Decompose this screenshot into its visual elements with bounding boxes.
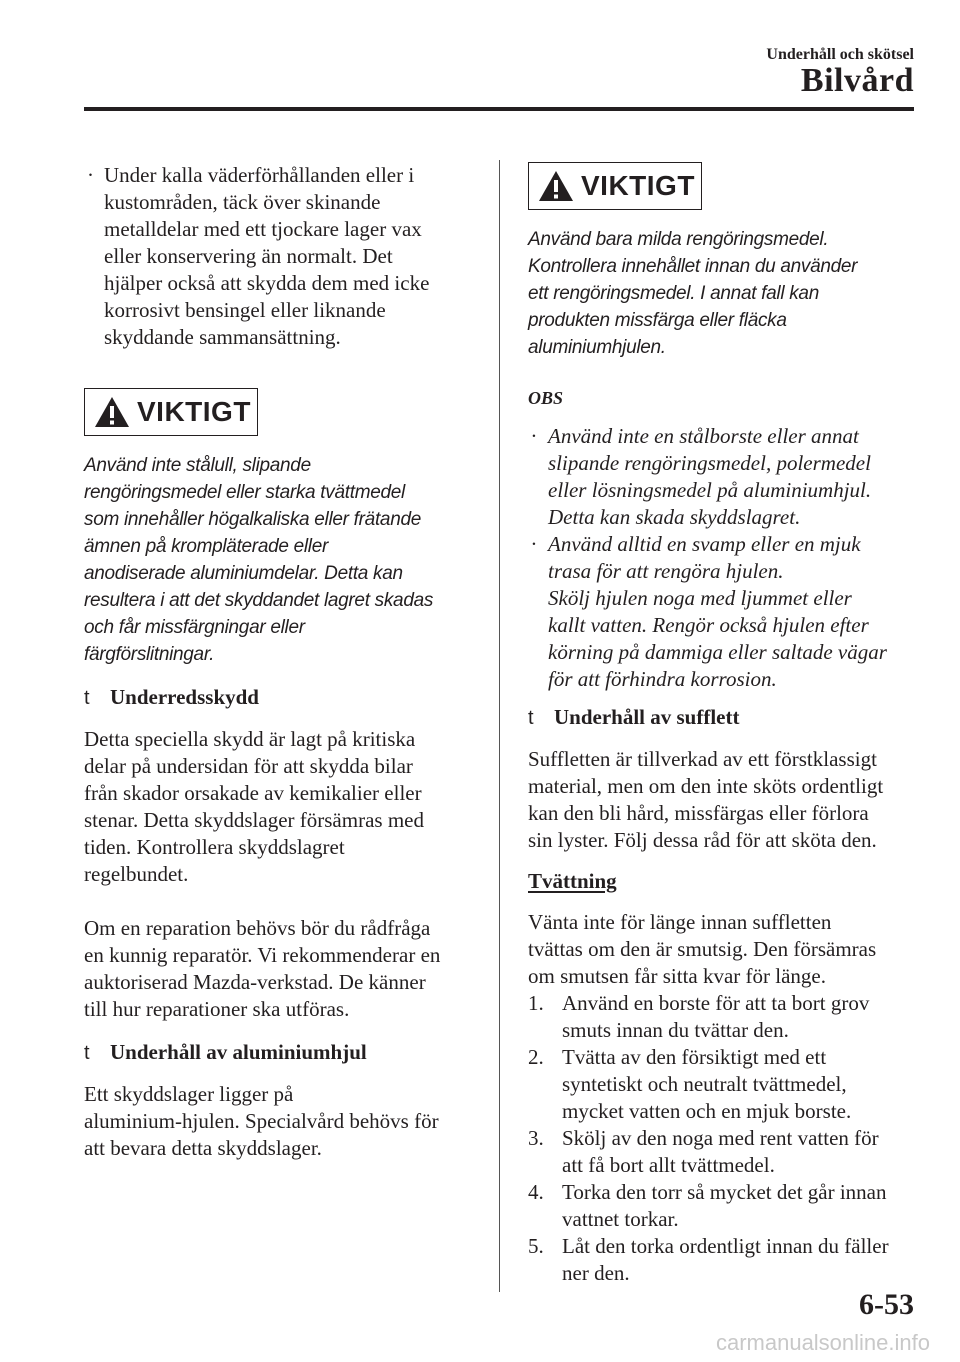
- text-line: kan den bli hård, missfärgas eller förlora: [528, 801, 869, 825]
- text-line: eller lösningsmedel på aluminiumhjul.: [548, 478, 872, 502]
- text-line: Skölj av den noga med rent vatten för: [562, 1126, 879, 1150]
- bullet-dot: ·: [87, 163, 94, 187]
- text-line: Använd alltid en svamp eller en mjuk: [548, 532, 861, 556]
- bullet-dot: ·: [531, 532, 537, 556]
- text-line: Skölj hjulen noga med ljummet eller: [548, 586, 852, 610]
- step-number: 1.: [528, 991, 544, 1015]
- text-line: Kontrollera innehållet innan du använder: [528, 256, 858, 277]
- bullet-text: [104, 162, 472, 351]
- text-line: material, men om den inte sköts ordentligt: [528, 774, 884, 798]
- text-line: produkten missfärga eller fläcka: [528, 310, 787, 331]
- text-line: trasa för att rengöra hjulen.: [548, 559, 784, 583]
- text-line: Om en reparation behövs bör du rådfråga: [84, 916, 431, 940]
- text-line: körning på dammiga eller saltade vägar: [548, 640, 887, 664]
- text-line: skyddande sammansättning.: [104, 325, 341, 349]
- right-column: [528, 162, 920, 1287]
- note-bullet-2: [528, 531, 920, 693]
- warning-label: VIKTIGT: [581, 170, 695, 201]
- list-item: [528, 1179, 920, 1233]
- page-title: Bilvård: [800, 62, 914, 99]
- paragraph-underbody-2: [84, 915, 472, 1023]
- bullet-dot: ·: [531, 424, 537, 448]
- text-line: sin lyster. Följ dessa råd för att sköta den.: [528, 828, 877, 852]
- warning-badge: [84, 388, 258, 436]
- text-line: mycket vatten och en mjuk borste.: [562, 1099, 852, 1123]
- text-line: kustområden, täck över skinande: [104, 190, 381, 214]
- text-line: Använd inte stålull, slipande: [84, 455, 311, 476]
- paragraph-underbody-1: [84, 726, 472, 888]
- paragraph-soft-top: [528, 746, 920, 854]
- warning-triangle-icon: [537, 169, 575, 203]
- paragraph-alloy-wheels: [84, 1081, 472, 1162]
- text-line: aluminiumhjulen.: [528, 337, 666, 358]
- section-heading-alloy-wheels: [84, 1039, 472, 1067]
- subheading-washing: Tvättning: [528, 869, 617, 893]
- list-item: [528, 1125, 920, 1179]
- text-line: tiden. Kontrollera skyddslagret: [84, 835, 345, 859]
- text-line: resultera i att det skyddandet lagret skadas: [84, 590, 434, 611]
- note-bullet-1: [528, 423, 920, 531]
- text-line: Låt den torka ordentligt innan du fäller: [562, 1234, 889, 1258]
- section-title: Underhåll av aluminiumhjul: [110, 1040, 367, 1064]
- list-item: [528, 1233, 920, 1287]
- list-item: [528, 1044, 920, 1125]
- warning-badge: [528, 162, 702, 210]
- text-line: ett rengöringsmedel. I annat fall kan: [528, 283, 819, 304]
- warning-text: [528, 226, 920, 361]
- warning-block-mild-cleaner: [528, 162, 920, 361]
- text-line: tvättas om den är smutsig. Den försämras: [528, 937, 877, 961]
- text-line: Under kalla väderförhållanden eller i: [104, 163, 415, 187]
- bullet-text: [548, 423, 920, 531]
- text-line: att få bort allt tvättmedel.: [562, 1153, 775, 1177]
- text-line: aluminium-hjulen. Specialvård behövs för: [84, 1109, 439, 1133]
- watermark: carmanualsonline.info: [715, 1330, 930, 1355]
- section-heading-underbody: [84, 684, 472, 712]
- text-line: auktoriserad Mazda-verkstad. De känner: [84, 970, 426, 994]
- section-heading-soft-top: [528, 704, 920, 732]
- text-line: Detta kan skada skyddslagret.: [548, 505, 801, 529]
- text-line: smuts innan du tvättar den.: [562, 1018, 789, 1042]
- text-line: ämnen på krompläterade eller: [84, 536, 329, 557]
- text-line: Torka den torr så mycket det går innan: [562, 1180, 887, 1204]
- text-line: för att förhindra korrosion.: [548, 667, 777, 691]
- bullet-text: [548, 531, 920, 693]
- text-line: eller konservering än normalt. Det: [104, 244, 393, 268]
- washing-steps-list: [528, 990, 920, 1287]
- text-line: Använd inte en stålborste eller annat: [548, 424, 859, 448]
- text-line: slipande rengöringsmedel, polermedel: [548, 451, 871, 475]
- text-line: Vänta inte för länge innan suffletten: [528, 910, 832, 934]
- text-line: syntetiskt och neutralt tvättmedel,: [562, 1072, 847, 1096]
- text-line: om smutsen får sitta kvar för länge.: [528, 964, 826, 988]
- step-number: 3.: [528, 1126, 544, 1150]
- header-subtitle: Underhåll och skötsel: [766, 46, 914, 63]
- text-line: färgförslitningar.: [84, 644, 215, 665]
- step-number: 5.: [528, 1234, 544, 1258]
- text-line: att bevara detta skyddslager.: [84, 1136, 322, 1160]
- bullet-cold-weather: [84, 162, 472, 351]
- text-line: vattnet torkar.: [562, 1207, 679, 1231]
- section-marker-icon: t: [84, 687, 90, 709]
- step-number: 2.: [528, 1045, 544, 1069]
- warning-text: [84, 452, 472, 668]
- text-line: metalldelar med ett tjockare lager vax: [104, 217, 422, 241]
- text-line: till hur reparationer ska utföras.: [84, 997, 350, 1021]
- section-marker-icon: t: [84, 1042, 90, 1064]
- text-line: ner den.: [562, 1261, 630, 1285]
- section-title: Underredsskydd: [110, 685, 259, 709]
- text-line: från skador orsakade av kemikalier eller: [84, 781, 422, 805]
- warning-triangle-icon: [93, 395, 131, 429]
- list-item: [528, 990, 920, 1044]
- section-title: Underhåll av sufflett: [554, 705, 740, 729]
- header-rule: [84, 107, 914, 111]
- text-line: Detta speciella skydd är lagt på kritiska: [84, 727, 416, 751]
- warning-label: VIKTIGT: [137, 396, 251, 427]
- text-line: rengöringsmedel eller starka tvättmedel: [84, 482, 405, 503]
- text-line: regelbundet.: [84, 862, 189, 886]
- text-line: kallt vatten. Rengör också hjulen efter: [548, 613, 869, 637]
- left-column: [84, 162, 472, 1162]
- section-marker-icon: t: [528, 707, 534, 729]
- note-label: OBS: [528, 388, 564, 408]
- text-line: delar på undersidan för att skydda bilar: [84, 754, 413, 778]
- text-line: en kunnig reparatör. Vi rekommenderar en: [84, 943, 441, 967]
- text-line: Använd bara milda rengöringsmedel.: [528, 229, 829, 250]
- text-line: Suffletten är tillverkad av ett förstklassigt: [528, 747, 877, 771]
- text-line: som innehåller högalkaliska eller frätande: [84, 509, 421, 530]
- text-line: anodiserade aluminiumdelar. Detta kan: [84, 563, 403, 584]
- text-line: Använd en borste för att ta bort grov: [562, 991, 870, 1015]
- step-number: 4.: [528, 1180, 544, 1204]
- text-line: hjälper också att skydda dem med icke: [104, 271, 430, 295]
- text-line: Ett skyddslager ligger på: [84, 1082, 294, 1106]
- text-line: korrosivt bensingel eller liknande: [104, 298, 386, 322]
- warning-block-steel-wool: [84, 388, 472, 668]
- column-divider: [499, 160, 500, 1292]
- text-line: stenar. Detta skyddslager försämras med: [84, 808, 424, 832]
- text-line: och får missfärgningar eller: [84, 617, 305, 638]
- text-line: Tvätta av den försiktigt med ett: [562, 1045, 827, 1069]
- page-number: 6-53: [859, 1288, 914, 1321]
- paragraph-washing-intro: [528, 909, 920, 990]
